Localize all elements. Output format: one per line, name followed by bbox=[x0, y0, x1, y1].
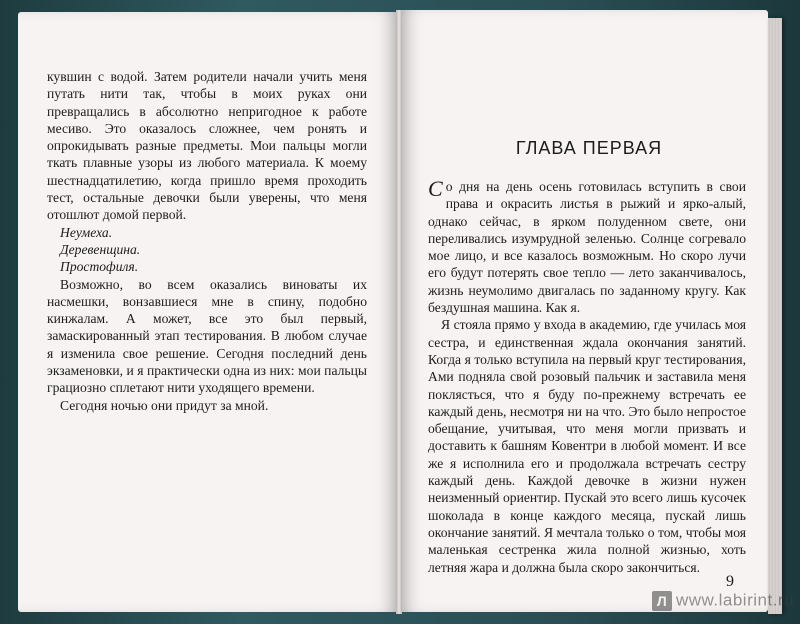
chapter-title: ГЛАВА ПЕРВАЯ bbox=[515, 138, 663, 158]
labirint-logo-icon: Л bbox=[652, 591, 672, 611]
paragraph: Я стояла прямо у входа в академию, где училась моя сестра, и единственная ждала окончания занятий. Когда я только вступила на первый круг тестирования, Ами подняла свой розовый пальчик и заставила меня поклясться, что я буду по-прежнему встречать ее каждый день, несмотря ни на что. Это было непростое обещание, учитывая, что меня могли призвать и доставить к башням Ковентри в любой момент. И все же я исполнила его и продолжала встречать сестру каждый день. Каждой девочке в жизни нужен неизменный ориентир. Пускай это всего лишь кусочек шоколада в конце каждого месяца, пускай лишь окончание занятий. Я мечтала только о том, чтобы моя маленькая сестренка жила полной жизнью, хоть летняя жара и должна была скоро закончиться. bbox=[428, 317, 746, 575]
watermark bbox=[652, 590, 794, 614]
left-page-text bbox=[47, 68, 367, 414]
right-page-text bbox=[428, 178, 746, 576]
drop-cap: С bbox=[428, 176, 443, 201]
paragraph-italic: Деревенщина. bbox=[60, 241, 141, 257]
paragraph-italic: Неумеха. bbox=[60, 224, 113, 240]
book-spine-gutter bbox=[396, 10, 402, 614]
page-number: 9 bbox=[726, 573, 734, 590]
paragraph: Возможно, во всем оказались виноваты их насмешки, вонзавшиеся мне в спину, подобно кинжалам. А может, все это был первый, замаскированный этап тестирования. В любом случае я изменила свое решение. Сегодня последний день экзаменовки, и я практически одна из них: мои пальцы грациозно сплетают нити уходящего времени. bbox=[47, 276, 367, 396]
paragraph: кувшин с водой. Затем родители начали учить меня путать нити так, чтобы в моих руках они превращались в абсолютно непригодное к работе месиво. Это оказалось сложнее, чем ронять и опрокидывать разные предметы. Мои пальцы могли ткать плавные узоры из любого материала. К моему шестнадцатилетию, когда пришло время проходить тест, остальные девочки были уверены, что меня отошлют домой первой. bbox=[47, 69, 367, 223]
page-edges bbox=[768, 18, 782, 614]
paragraph-text: о дня на день осень готовилась вступить в свои права и окрасить листья в рыжий и ярко-алый, однако сейчас, в ярком полуденном свете, они переливались изумрудной зеленью. Солнце согревало мое лицо, и все казалось возможным. Но скоро лучи его будут потерять свое тепло — лето заканчивалось, жизнь неумолимо двигалась по заданному кругу. Как бездушная машина. Как я. bbox=[428, 179, 746, 316]
watermark-site: www.labirint.ru bbox=[676, 590, 795, 610]
paragraph-italic: Простофиля. bbox=[60, 259, 139, 275]
paragraph-with-dropcap bbox=[428, 178, 746, 316]
paragraph: Сегодня ночью они придут за мной. bbox=[60, 397, 269, 413]
